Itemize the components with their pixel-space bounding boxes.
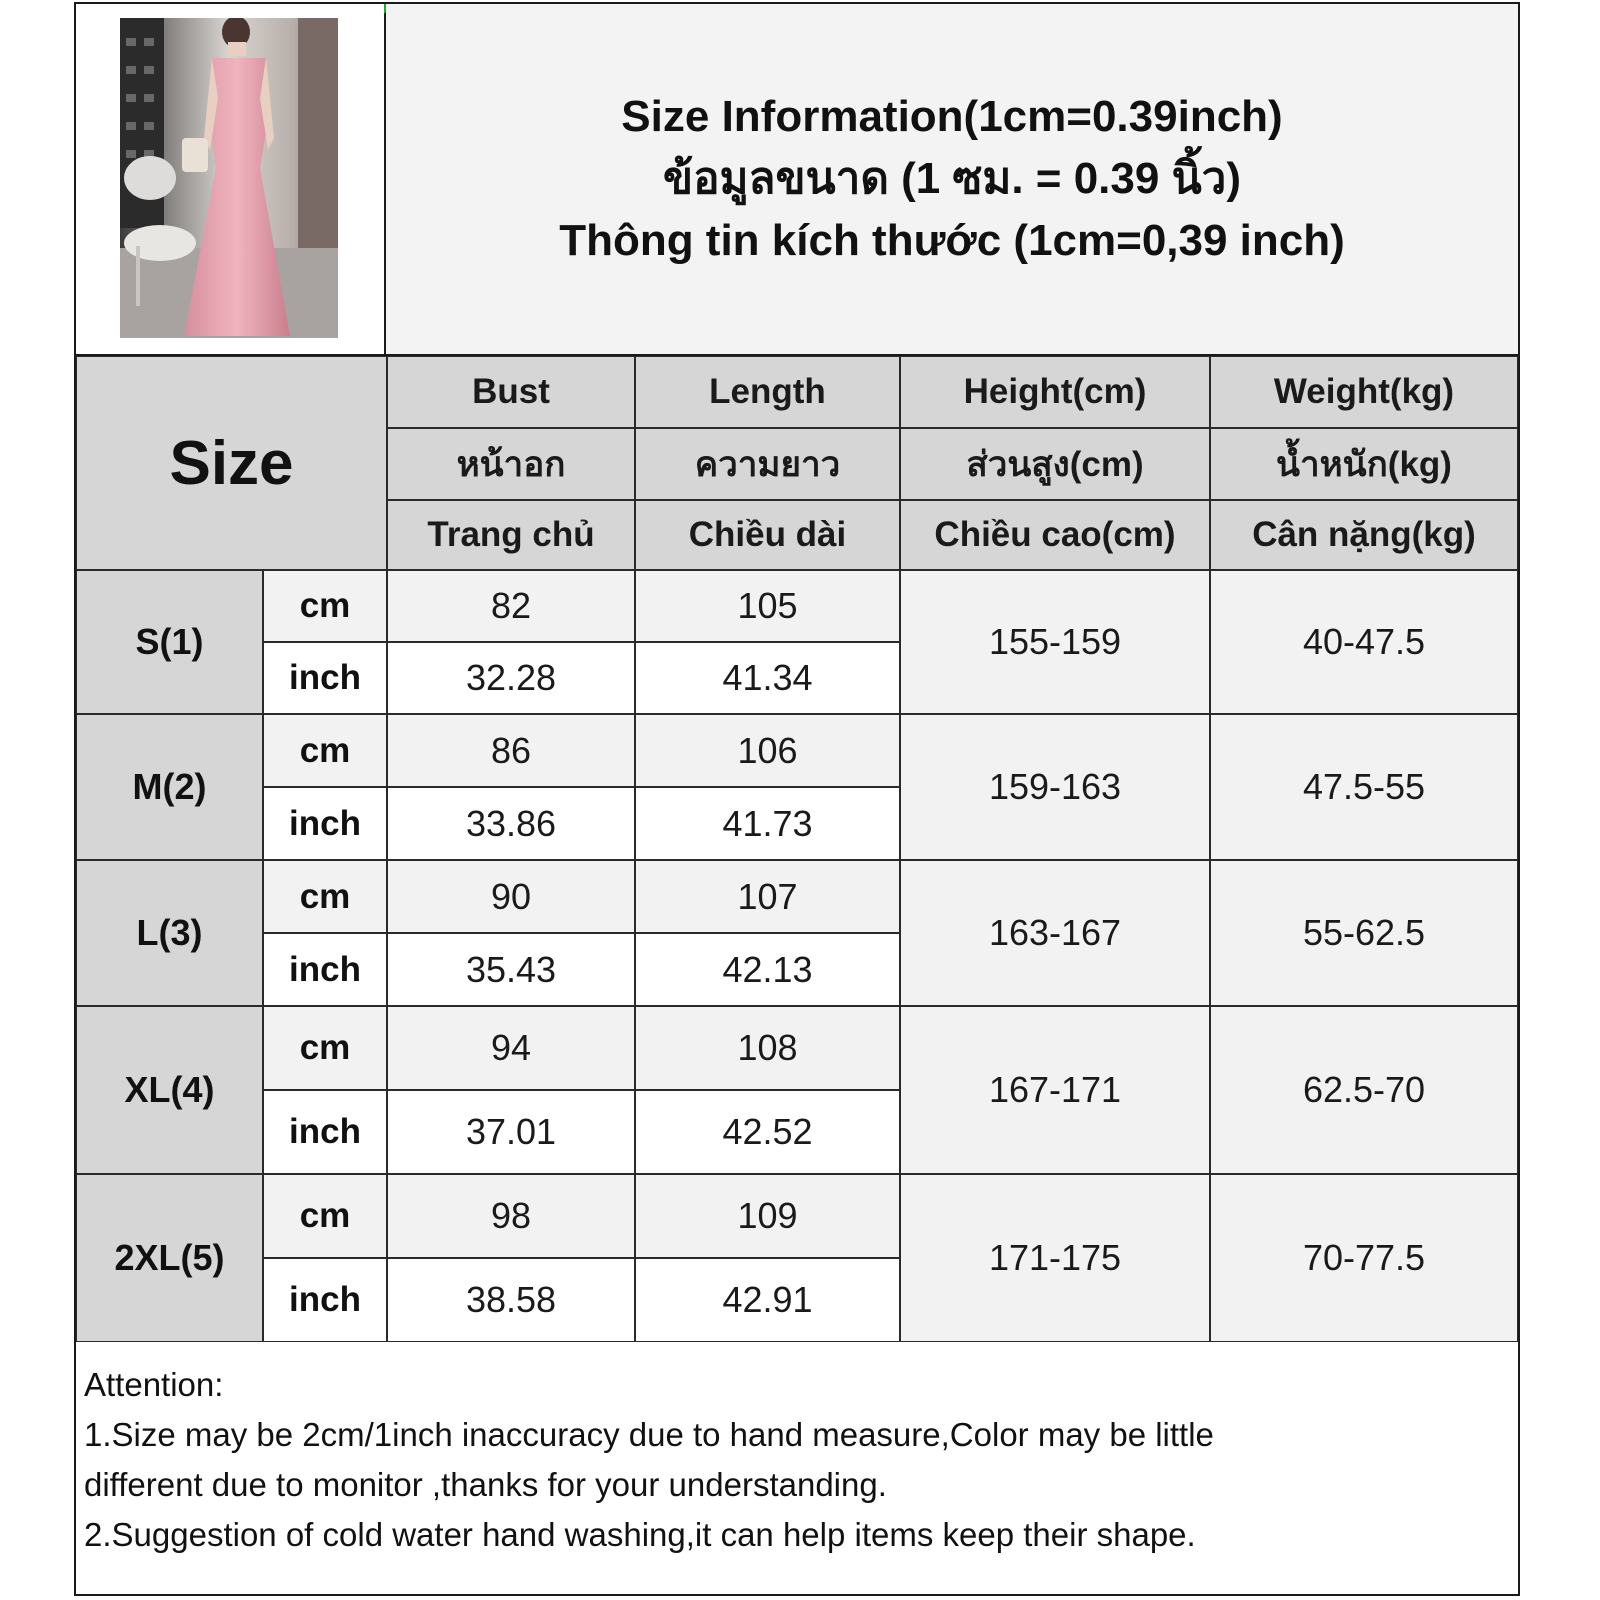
unit-inch: inch: [263, 1090, 387, 1174]
unit-cm: cm: [263, 1006, 387, 1090]
title-cell: [386, 4, 1518, 356]
height-range: 159-163: [900, 714, 1210, 860]
attention-notes: [84, 1360, 1504, 1560]
size-chart: [74, 2, 1520, 1596]
height-range: 171-175: [900, 1174, 1210, 1342]
bust-header-en: Bust: [387, 356, 635, 428]
bust-inch: 33.86: [387, 787, 635, 860]
size-header: Size: [76, 356, 387, 570]
length-header-en: Length: [635, 356, 900, 428]
length-inch: 42.52: [635, 1090, 900, 1174]
bust-cm: 82: [387, 570, 635, 642]
weight-range: 55-62.5: [1210, 860, 1518, 1006]
notes-heading: Attention:: [84, 1366, 224, 1403]
length-cm: 105: [635, 570, 900, 642]
length-cm: 106: [635, 714, 900, 787]
size-label: 2XL(5): [76, 1174, 263, 1342]
size-label: L(3): [76, 860, 263, 1006]
unit-cm: cm: [263, 570, 387, 642]
title-vietnamese: Thông tin kích thước (1cm=0,39 inch): [559, 216, 1345, 265]
note-line-2: different due to monitor ,thanks for your understanding.: [84, 1466, 887, 1503]
height-header-en: Height(cm): [900, 356, 1210, 428]
product-photo: [120, 18, 338, 338]
weight-header-en: Weight(kg): [1210, 356, 1518, 428]
bust-header-vi: Trang chủ: [387, 500, 635, 570]
title-english: Size Information(1cm=0.39inch): [621, 92, 1283, 141]
length-header-th: ความยาว: [635, 428, 900, 500]
bust-cm: 98: [387, 1174, 635, 1258]
height-header-vi: Chiều cao(cm): [900, 500, 1210, 570]
length-cm: 108: [635, 1006, 900, 1090]
weight-header-th: น้ำหนัก(kg): [1210, 428, 1518, 500]
dress-illustration: [120, 18, 338, 338]
weight-range: 47.5-55: [1210, 714, 1518, 860]
size-label: S(1): [76, 570, 263, 714]
bust-inch: 32.28: [387, 642, 635, 714]
bust-cm: 86: [387, 714, 635, 787]
height-range: 167-171: [900, 1006, 1210, 1174]
weight-range: 70-77.5: [1210, 1174, 1518, 1342]
unit-inch: inch: [263, 1258, 387, 1342]
unit-cm: cm: [263, 860, 387, 933]
length-inch: 41.73: [635, 787, 900, 860]
bust-inch: 35.43: [387, 933, 635, 1006]
length-cm: 107: [635, 860, 900, 933]
height-header-th: ส่วนสูง(cm): [900, 428, 1210, 500]
photo-cell: [76, 4, 386, 356]
length-header-vi: Chiều dài: [635, 500, 900, 570]
weight-range: 62.5-70: [1210, 1006, 1518, 1174]
size-label: XL(4): [76, 1006, 263, 1174]
length-inch: 42.91: [635, 1258, 900, 1342]
bust-cm: 90: [387, 860, 635, 933]
bust-header-th: หน้าอก: [387, 428, 635, 500]
bust-cm: 94: [387, 1006, 635, 1090]
weight-range: 40-47.5: [1210, 570, 1518, 714]
size-label: M(2): [76, 714, 263, 860]
weight-header-vi: Cân nặng(kg): [1210, 500, 1518, 570]
unit-inch: inch: [263, 642, 387, 714]
length-inch: 41.34: [635, 642, 900, 714]
note-line-3: 2.Suggestion of cold water hand washing,it can help items keep their shape.: [84, 1516, 1196, 1553]
unit-inch: inch: [263, 787, 387, 860]
bust-inch: 38.58: [387, 1258, 635, 1342]
note-line-1: 1.Size may be 2cm/1inch inaccuracy due to hand measure,Color may be little: [84, 1416, 1214, 1453]
bust-inch: 37.01: [387, 1090, 635, 1174]
unit-inch: inch: [263, 933, 387, 1006]
height-range: 163-167: [900, 860, 1210, 1006]
length-cm: 109: [635, 1174, 900, 1258]
length-inch: 42.13: [635, 933, 900, 1006]
unit-cm: cm: [263, 1174, 387, 1258]
height-range: 155-159: [900, 570, 1210, 714]
unit-cm: cm: [263, 714, 387, 787]
title-thai: ข้อมูลขนาด (1 ซม. = 0.39 นิ้ว): [662, 154, 1241, 203]
